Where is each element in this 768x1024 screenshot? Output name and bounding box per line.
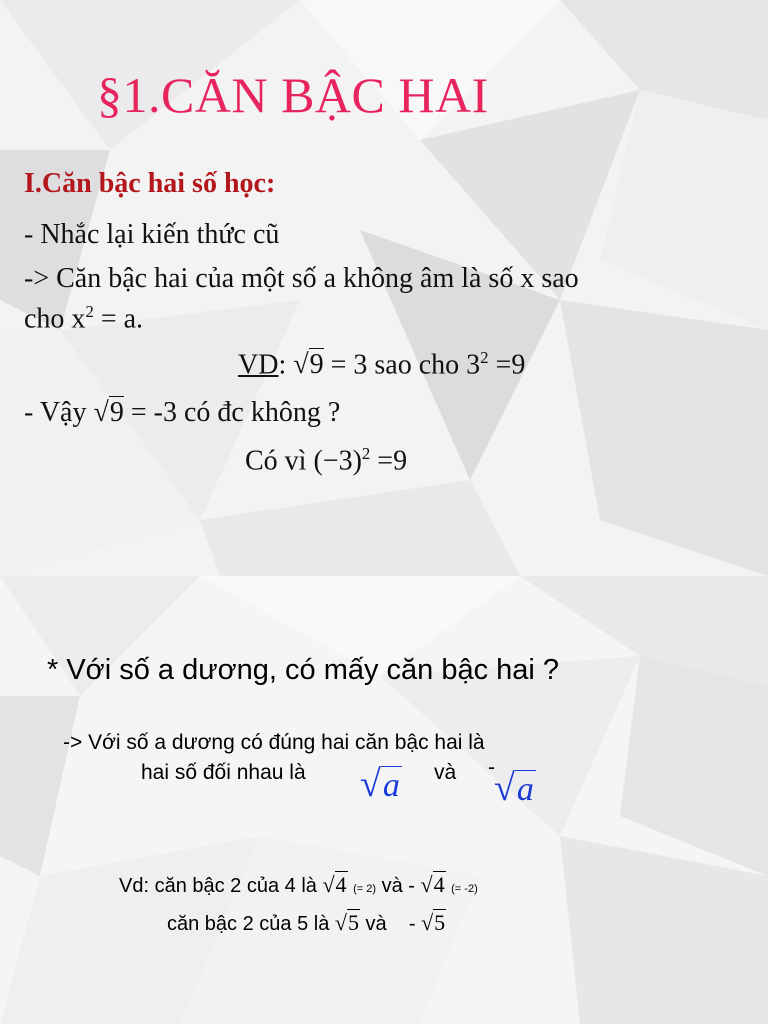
example-equation: = 3 sao cho 3 — [323, 349, 481, 381]
answer-line-2: hai số đối nhau là — [141, 761, 306, 784]
radical-icon: √ — [420, 872, 433, 897]
radical-icon: √ — [334, 910, 347, 935]
sqrt-a-positive — [360, 762, 402, 806]
example-label: VD — [238, 349, 279, 381]
def-prefix: cho x — [24, 303, 86, 335]
radicand: 9 — [309, 349, 324, 381]
def-suffix: = a. — [93, 303, 144, 335]
question-suffix: = -3 có đc không ? — [123, 397, 341, 428]
example1-mid: và - — [376, 875, 421, 897]
radicand: 5 — [434, 910, 446, 935]
example2-mid: và - — [359, 913, 422, 935]
text-line-recall: - Nhắc lại kiến thức cũ — [24, 219, 280, 250]
example2-prefix: căn bậc 2 của 5 là — [167, 913, 335, 935]
question-positive-a: * Với số a dương, có mấy căn bậc hai ? — [47, 654, 560, 686]
answer-result: =9 — [370, 445, 408, 477]
sqrt-a-negative — [494, 766, 536, 810]
sqrt-5 — [335, 909, 360, 935]
radical-icon: √ — [494, 767, 515, 809]
and-word: và — [434, 761, 457, 784]
def-exponent: 2 — [85, 302, 94, 321]
example1-note-negative: (= -2) — [451, 883, 478, 895]
example-result: =9 — [488, 349, 526, 381]
radicand: 9 — [109, 397, 124, 428]
radical-icon: √ — [322, 872, 335, 897]
radical-icon: √ — [93, 397, 109, 428]
radicand: 4 — [335, 872, 347, 897]
text-line-definition-cont — [24, 302, 143, 335]
example-line-2 — [167, 910, 446, 936]
answer-line-1: -> Với số a dương có đúng hai căn bậc hai là — [63, 731, 485, 754]
section-heading: I.Căn bậc hai số học: — [24, 168, 276, 199]
example-colon: : — [278, 349, 287, 381]
example1-note-positive: (= 2) — [353, 883, 377, 895]
radical-icon: √ — [360, 763, 381, 805]
radical-icon: √ — [293, 349, 309, 381]
question-prefix: - Vậy — [24, 397, 94, 428]
sqrt-9-expression — [93, 397, 123, 429]
answer-line — [245, 444, 407, 477]
example-line-1 — [119, 872, 478, 898]
radical-icon: √ — [421, 910, 434, 935]
radicand: 4 — [433, 872, 445, 897]
radicand: 5 — [347, 910, 359, 935]
sqrt-5 — [421, 909, 446, 935]
question-line — [24, 397, 340, 429]
answer-exponent: 2 — [361, 444, 371, 463]
slide-title: §1.CĂN BẬC HAI — [97, 67, 489, 123]
text-line-definition: -> Căn bậc hai của một số a không âm là số x sao — [24, 263, 579, 294]
answer-prefix: Có vì (−3) — [245, 445, 362, 477]
example-line — [238, 348, 525, 381]
radicand-a: a — [382, 767, 400, 804]
example-exponent: 2 — [480, 348, 489, 367]
sqrt-4 — [421, 871, 446, 897]
sqrt-4 — [322, 871, 347, 897]
minus-sign: - — [488, 756, 495, 779]
example1-prefix: Vd: căn bậc 2 của 4 là — [119, 875, 323, 897]
radicand-a: a — [516, 771, 534, 808]
sqrt-9-expression — [293, 349, 323, 381]
